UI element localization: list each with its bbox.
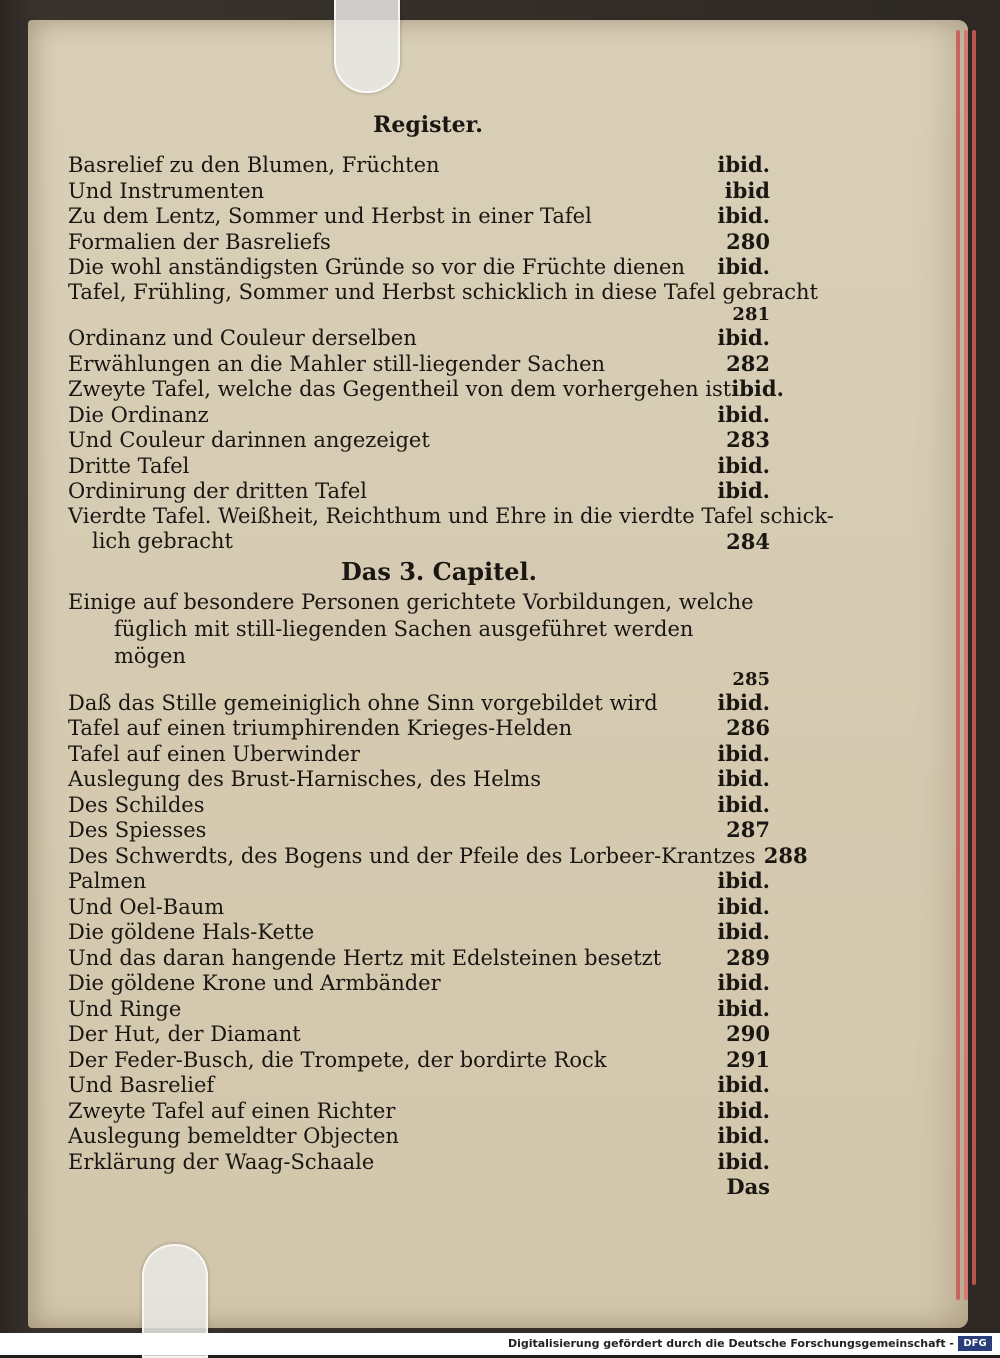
entry-page: ibid. — [717, 995, 770, 1021]
chapter-heading: Das 3. Capitel. — [340, 556, 538, 586]
entry-page: ibid. — [717, 401, 770, 427]
register-entries — [68, 152, 834, 1200]
entry-page: 291 — [726, 1046, 770, 1072]
entry-page: ibid. — [717, 868, 770, 893]
entry-text: Der Feder-Busch, die Trompete, der bordirte Rock — [68, 1047, 607, 1072]
register-entry — [68, 478, 770, 504]
entry-text: Die wohl anständigsten Gründe so vor die Früchte dienen — [68, 255, 685, 279]
register-entry — [68, 1047, 770, 1073]
register-entry — [68, 1149, 770, 1175]
entry-text: Vierdte Tafel. Weißheit, Reichthum und Ehre in die vierdte Tafel schick- — [68, 503, 834, 528]
entry-text: Und Oel-Baum — [68, 894, 225, 919]
entry-text: Palmen — [68, 869, 147, 893]
chapter-description-line: füglich mit still-liegenden Sachen ausgeführet werden mögen — [114, 616, 694, 668]
register-entry — [68, 254, 770, 280]
entry-page: ibid — [724, 177, 770, 203]
register-entry — [68, 842, 808, 869]
page-edge — [964, 30, 968, 1300]
entry-text: Ordinanz und Couleur derselben — [68, 326, 417, 350]
entry-page: ibid. — [731, 376, 784, 401]
entry-page: ibid. — [717, 740, 770, 766]
entry-page: 290 — [726, 1021, 770, 1046]
entry-page: ibid. — [717, 452, 770, 478]
clamp-tab-top — [334, 0, 400, 93]
register-entry — [68, 894, 770, 920]
entry-text: Erklärung der Waag-Schaale — [68, 1149, 375, 1174]
register-entry — [68, 1123, 770, 1149]
entry-page: ibid. — [717, 1123, 770, 1148]
register-entry — [68, 152, 770, 178]
entry-text: Ordinirung der dritten Tafel — [68, 479, 367, 503]
entry-text: Und Couleur darinnen angezeiget — [68, 428, 430, 452]
entry-text: Und Basrelief — [68, 1073, 215, 1097]
entry-text: Und das daran hangende Hertz mit Edelsteinen besetzt — [68, 945, 662, 970]
entry-page: ibid. — [717, 689, 770, 715]
entry-group — [68, 152, 818, 305]
entry-text: Tafel auf einen Uberwinder — [68, 741, 361, 766]
entry-page: ibid. — [717, 254, 770, 279]
entry-group — [68, 325, 784, 504]
chapter-description-line: Einige auf besondere Personen gerichtete Vorbildungen, welche — [68, 589, 754, 614]
entry-text: Basrelief zu den Blumen, Früchten — [68, 153, 440, 177]
entry-text: Die göldene Krone und Armbänder — [68, 971, 441, 995]
entry-page: 289 — [726, 944, 770, 970]
register-entry — [68, 229, 770, 255]
entry-text: Auslegung bemeldter Objecten — [68, 1124, 399, 1148]
entry-page: ibid. — [717, 919, 770, 944]
register-entry — [68, 996, 770, 1022]
register-entry — [68, 427, 770, 453]
entry-page: 287 — [726, 817, 770, 842]
register-entry — [68, 690, 770, 716]
entry-page: 288 — [763, 842, 808, 868]
entry-page: 286 — [726, 715, 770, 740]
entry-page: ibid. — [717, 791, 770, 817]
entry-text: Die Ordinanz — [68, 402, 209, 427]
entry-text: Und Ringe — [68, 996, 182, 1021]
entry-text: Zu dem Lentz, Sommer und Herbst in einer Tafel — [68, 204, 592, 228]
chapter-description — [68, 589, 770, 670]
entry-text: Der Hut, der Diamant — [68, 1022, 301, 1046]
register-entry — [68, 868, 770, 894]
entry-text: Dritte Tafel — [68, 453, 190, 478]
entry-text: Erwählungen an die Mahler still-liegender Sachen — [68, 351, 606, 376]
register-entry — [68, 203, 770, 229]
entry-text: Tafel auf einen triumphirenden Krieges-Helden — [68, 716, 573, 740]
dfg-logo: DFG — [958, 1336, 992, 1351]
entry-page: 280 — [726, 228, 770, 254]
register-entry — [68, 715, 770, 741]
register-entry — [68, 919, 770, 945]
entry-text: Zweyte Tafel, welche das Gegentheil von dem vorhergehen ist — [68, 377, 732, 401]
register-entry — [68, 351, 770, 377]
entry-text: Des Schwerdts, des Bogens und der Pfeile des Lorbeer-Krantzes — [68, 843, 756, 868]
entry-page: ibid. — [717, 766, 770, 791]
entry-page: ibid. — [717, 893, 770, 919]
register-entry — [68, 792, 770, 818]
entry-page: ibid. — [717, 1072, 770, 1097]
entry-page: ibid. — [717, 203, 770, 228]
entry-text: Des Spiesses — [68, 818, 207, 842]
entry-page: 282 — [726, 350, 770, 376]
register-entry — [68, 279, 818, 306]
register-entry — [68, 402, 770, 428]
register-entry — [68, 1072, 770, 1098]
entry-page: ibid. — [717, 478, 770, 503]
entry-page: ibid. — [717, 1097, 770, 1123]
page-number: 285 — [732, 668, 770, 690]
entry-page: ibid. — [717, 970, 770, 995]
entry-page: ibid. — [717, 1148, 770, 1174]
register-entry — [68, 453, 770, 479]
entry-text: Des Schildes — [68, 792, 205, 817]
entry-page: ibid. — [717, 325, 770, 350]
running-head: Register. — [373, 112, 483, 138]
register-entry — [68, 970, 770, 996]
catchword: Das — [726, 1174, 770, 1199]
entry-text: Daß das Stille gemeiniglich ohne Sinn vorgebildet wird — [68, 690, 658, 715]
page-edge — [972, 30, 976, 1285]
entry-text: Und Instrumenten — [68, 178, 265, 203]
register-entry — [68, 503, 834, 555]
entry-text: Zweyte Tafel auf einen Richter — [68, 1098, 396, 1123]
entry-text: lich gebracht — [92, 529, 233, 553]
register-entry — [68, 325, 770, 351]
page-number: 281 — [732, 304, 770, 325]
entry-text: Auslegung des Brust-Harnisches, des Helms — [68, 767, 542, 791]
register-entry — [68, 1098, 770, 1124]
register-entry — [68, 1021, 770, 1047]
register-entry — [68, 766, 770, 792]
entry-group — [68, 689, 808, 1175]
register-entry — [68, 178, 770, 204]
entry-text: Die göldene Hals-Kette — [68, 920, 315, 944]
register-entry — [68, 741, 770, 767]
page-edge — [956, 30, 960, 1300]
entry-text: Tafel, Frühling, Sommer und Herbst schicklich in diese Tafel gebracht — [68, 279, 818, 304]
register-entry — [68, 817, 770, 843]
register-entry — [68, 945, 770, 971]
register-entry — [68, 376, 784, 402]
entry-page: 284 — [726, 529, 770, 554]
entry-page: ibid. — [717, 152, 770, 177]
footer-bar — [0, 1333, 1000, 1355]
entry-page: 283 — [726, 427, 770, 452]
entry-text: Formalien der Basreliefs — [68, 229, 331, 254]
footer-text: Digitalisierung gefördert durch die Deutsche Forschungsgemeinschaft - — [507, 1337, 954, 1350]
